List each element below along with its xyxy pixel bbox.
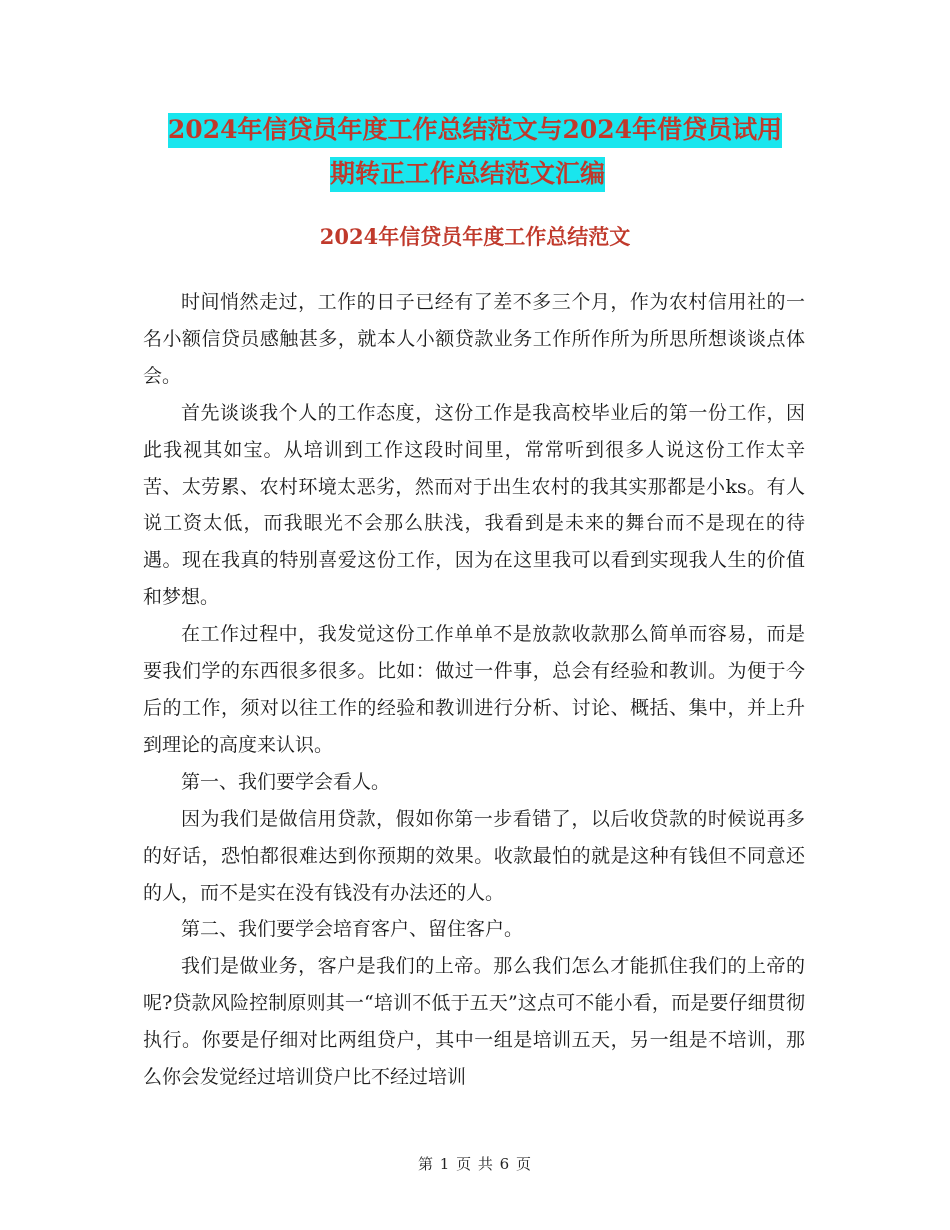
document-title-line-2 bbox=[0, 152, 950, 196]
section-heading: 2024年信贷员年度工作总结范文 bbox=[319, 224, 631, 249]
paragraph-1: 时间悄然走过，工作的日子已经有了差不多三个月，作为农村信用社的一名小额信贷员感触甚多，就本人小额贷款业务工作所作所为所思所想谈谈点体会。 bbox=[143, 291, 805, 387]
title-highlight-1: 2024年信贷员年度工作总结范文与2024年借贷员试用 bbox=[168, 113, 782, 148]
title-highlight-2: 期转正工作总结范文汇编 bbox=[330, 157, 605, 192]
page-number-footer: 第 1 页 共 6 页 bbox=[418, 1155, 532, 1173]
paragraph-7: 我们是做业务，客户是我们的上帝。那么我们怎么才能抓住我们的上帝的呢?贷款风险控制原则其一“培训不低于五天”这点可不能小看，而是要仔细贯彻执行。你要是仔细对比两组贷户，其中一组是培训五天，另一组是不培训，那么你会发觉经过培训贷户比不经过培训 bbox=[143, 955, 805, 1089]
paragraph-4: 第一、我们要学会看人。 bbox=[181, 770, 391, 793]
paragraph-6: 第二、我们要学会培育客户、留住客户。 bbox=[181, 918, 524, 941]
document-title-line-1 bbox=[0, 108, 950, 152]
paragraph-5: 因为我们是做信用贷款，假如你第一步看错了，以后收贷款的时候说再多的好话，恐怕都很难达到你预期的效果。收款最怕的就是这种有钱但不同意还的人，而不是实在没有钱没有办法还的人。 bbox=[143, 807, 805, 904]
paragraph-2: 首先谈谈我个人的工作态度，这份工作是我高校毕业后的第一份工作，因此我视其如宝。从培训到工作这段时间里，常常听到很多人说这份工作太辛苦、太劳累、农村环境太恶劣，然而对于出生农村的我其实那都是小ks。有人说工资太低，而我眼光不会那么肤浅，我看到是未来的舞台而不是现在的待遇。现在我真的特别喜爱这份工作，因为在这里我可以看到实现我人生的价值和梦想。 bbox=[143, 401, 805, 609]
paragraph-3: 在工作过程中，我发觉这份工作单单不是放款收款那么简单而容易，而是要我们学的东西很多很多。比如：做过一件事，总会有经验和教训。为便于今后的工作，须对以往工作的经验和教训进行分析、讨论、概括、集中，并上升到理论的高度来认识。 bbox=[143, 623, 805, 756]
document-body bbox=[143, 284, 805, 1096]
